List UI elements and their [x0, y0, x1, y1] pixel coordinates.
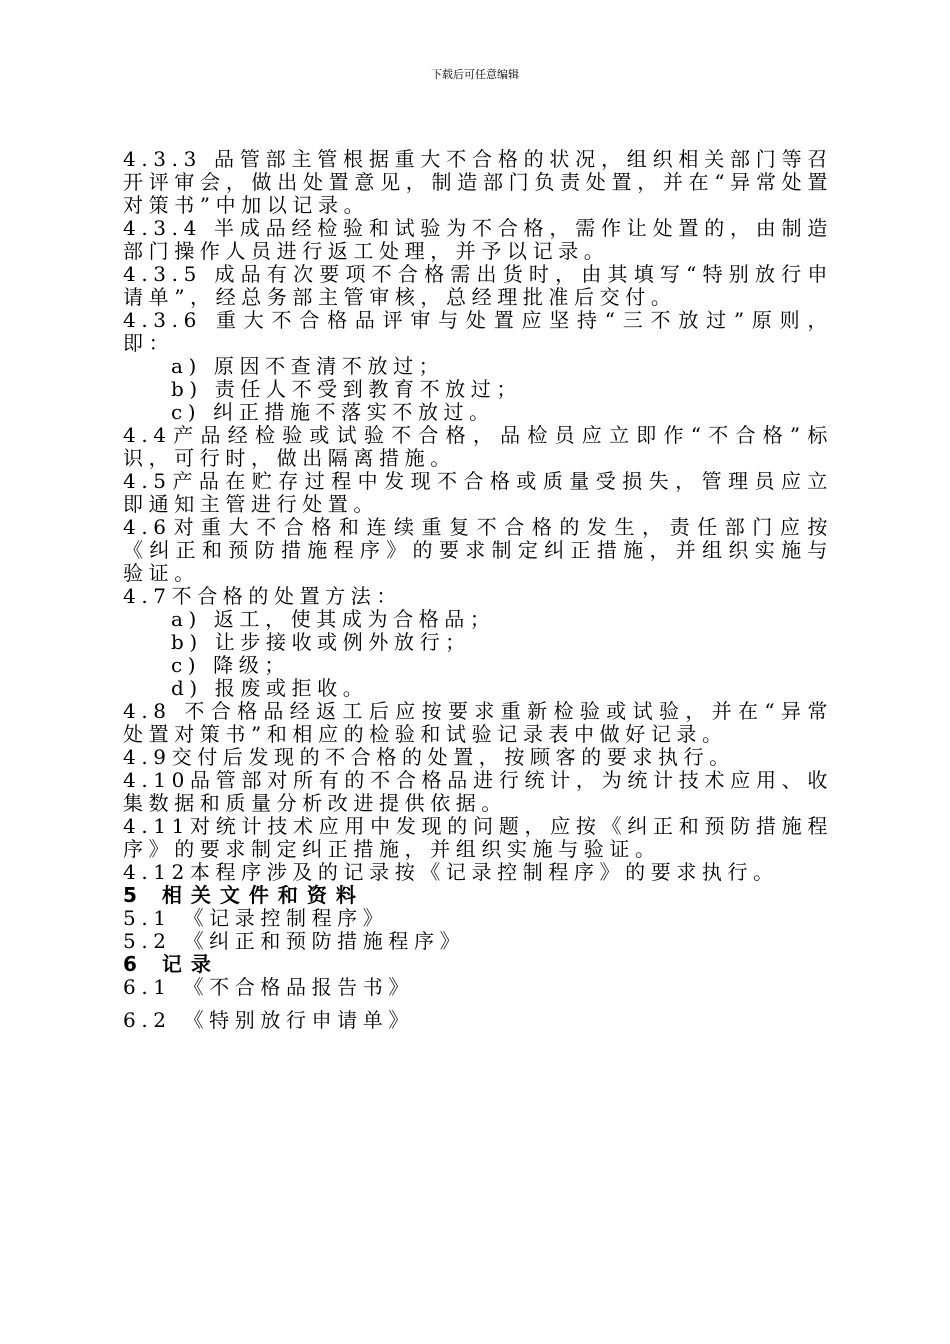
sub-item: a) 原因不查清不放过； — [171, 354, 445, 378]
section-heading: 5 相关文件和资料 — [123, 883, 365, 907]
paragraph: 4.8 不合格品经返工后应按要求重新检验或试验，并在“异常处置对策书”和相应的检验和试验记录表中做好记录。 — [123, 699, 833, 746]
paragraph: 4.3.6 重大不合格品评审与处置应坚持“三不放过”原则，即： — [123, 308, 833, 355]
document-body — [123, 148, 833, 1032]
paragraph: 4.3.4 半成品经检验和试验为不合格，需作让处置的，由制造部门操作人员进行返工处理，并予以记录。 — [123, 216, 833, 263]
page-header: 下载后可任意编辑 — [431, 68, 519, 81]
section-heading: 6 记录 — [123, 952, 220, 976]
paragraph: 4.3.3 品管部主管根据重大不合格的状况，组织相关部门等召开评审会，做出处置意见，制造部门负责处置，并在“异常处置对策书”中加以记录。 — [123, 147, 833, 217]
paragraph: 4.12本程序涉及的记录按《记录控制程序》的要求执行。 — [123, 860, 779, 884]
paragraph: 4.6对重大不合格和连续重复不合格的发生，责任部门应按《纠正和预防措施程序》的要求制定纠正措施，并组织实施与验证。 — [123, 515, 833, 585]
sub-item: b) 责任人不受到教育不放过； — [171, 377, 522, 401]
paragraph: 6.2 《特别放行申请单》 — [123, 1008, 414, 1032]
sub-item: b) 让步接收或例外放行； — [171, 630, 471, 654]
paragraph: 5.1 《记录控制程序》 — [123, 906, 389, 930]
paragraph: 4.9交付后发现的不合格的处置，按顾客的要求执行。 — [123, 745, 735, 769]
paragraph: 4.3.5 成品有次要项不合格需出货时，由其填写“特别放行申请单”，经总务部主管审核，总经理批准后交付。 — [123, 262, 833, 309]
paragraph: 4.5产品在贮存过程中发现不合格或质量受损失，管理员应立即通知主管进行处置。 — [123, 469, 833, 516]
paragraph: 4.11对统计技术应用中发现的问题，应按《纠正和预防措施程序》的要求制定纠正措施，并组织实施与验证。 — [123, 814, 833, 861]
paragraph: 4.4产品经检验或试验不合格，品检员应立即作“不合格”标识，可行时，做出隔离措施。 — [123, 423, 833, 470]
sub-item: c) 纠正措施不落实不放过。 — [171, 400, 495, 424]
sub-item: c) 降级； — [171, 653, 290, 677]
paragraph: 6.1 《不合格品报告书》 — [123, 975, 414, 999]
paragraph: 4.7不合格的处置方法： — [123, 584, 403, 608]
paragraph: 5.2 《纠正和预防措施程序》 — [123, 929, 466, 953]
sub-item: a) 返工，使其成为合格品； — [171, 607, 496, 631]
paragraph: 4.10品管部对所有的不合格品进行统计，为统计技术应用、收集数据和质量分析改进提供依据。 — [123, 768, 833, 815]
sub-item: d) 报废或拒收。 — [171, 676, 369, 700]
